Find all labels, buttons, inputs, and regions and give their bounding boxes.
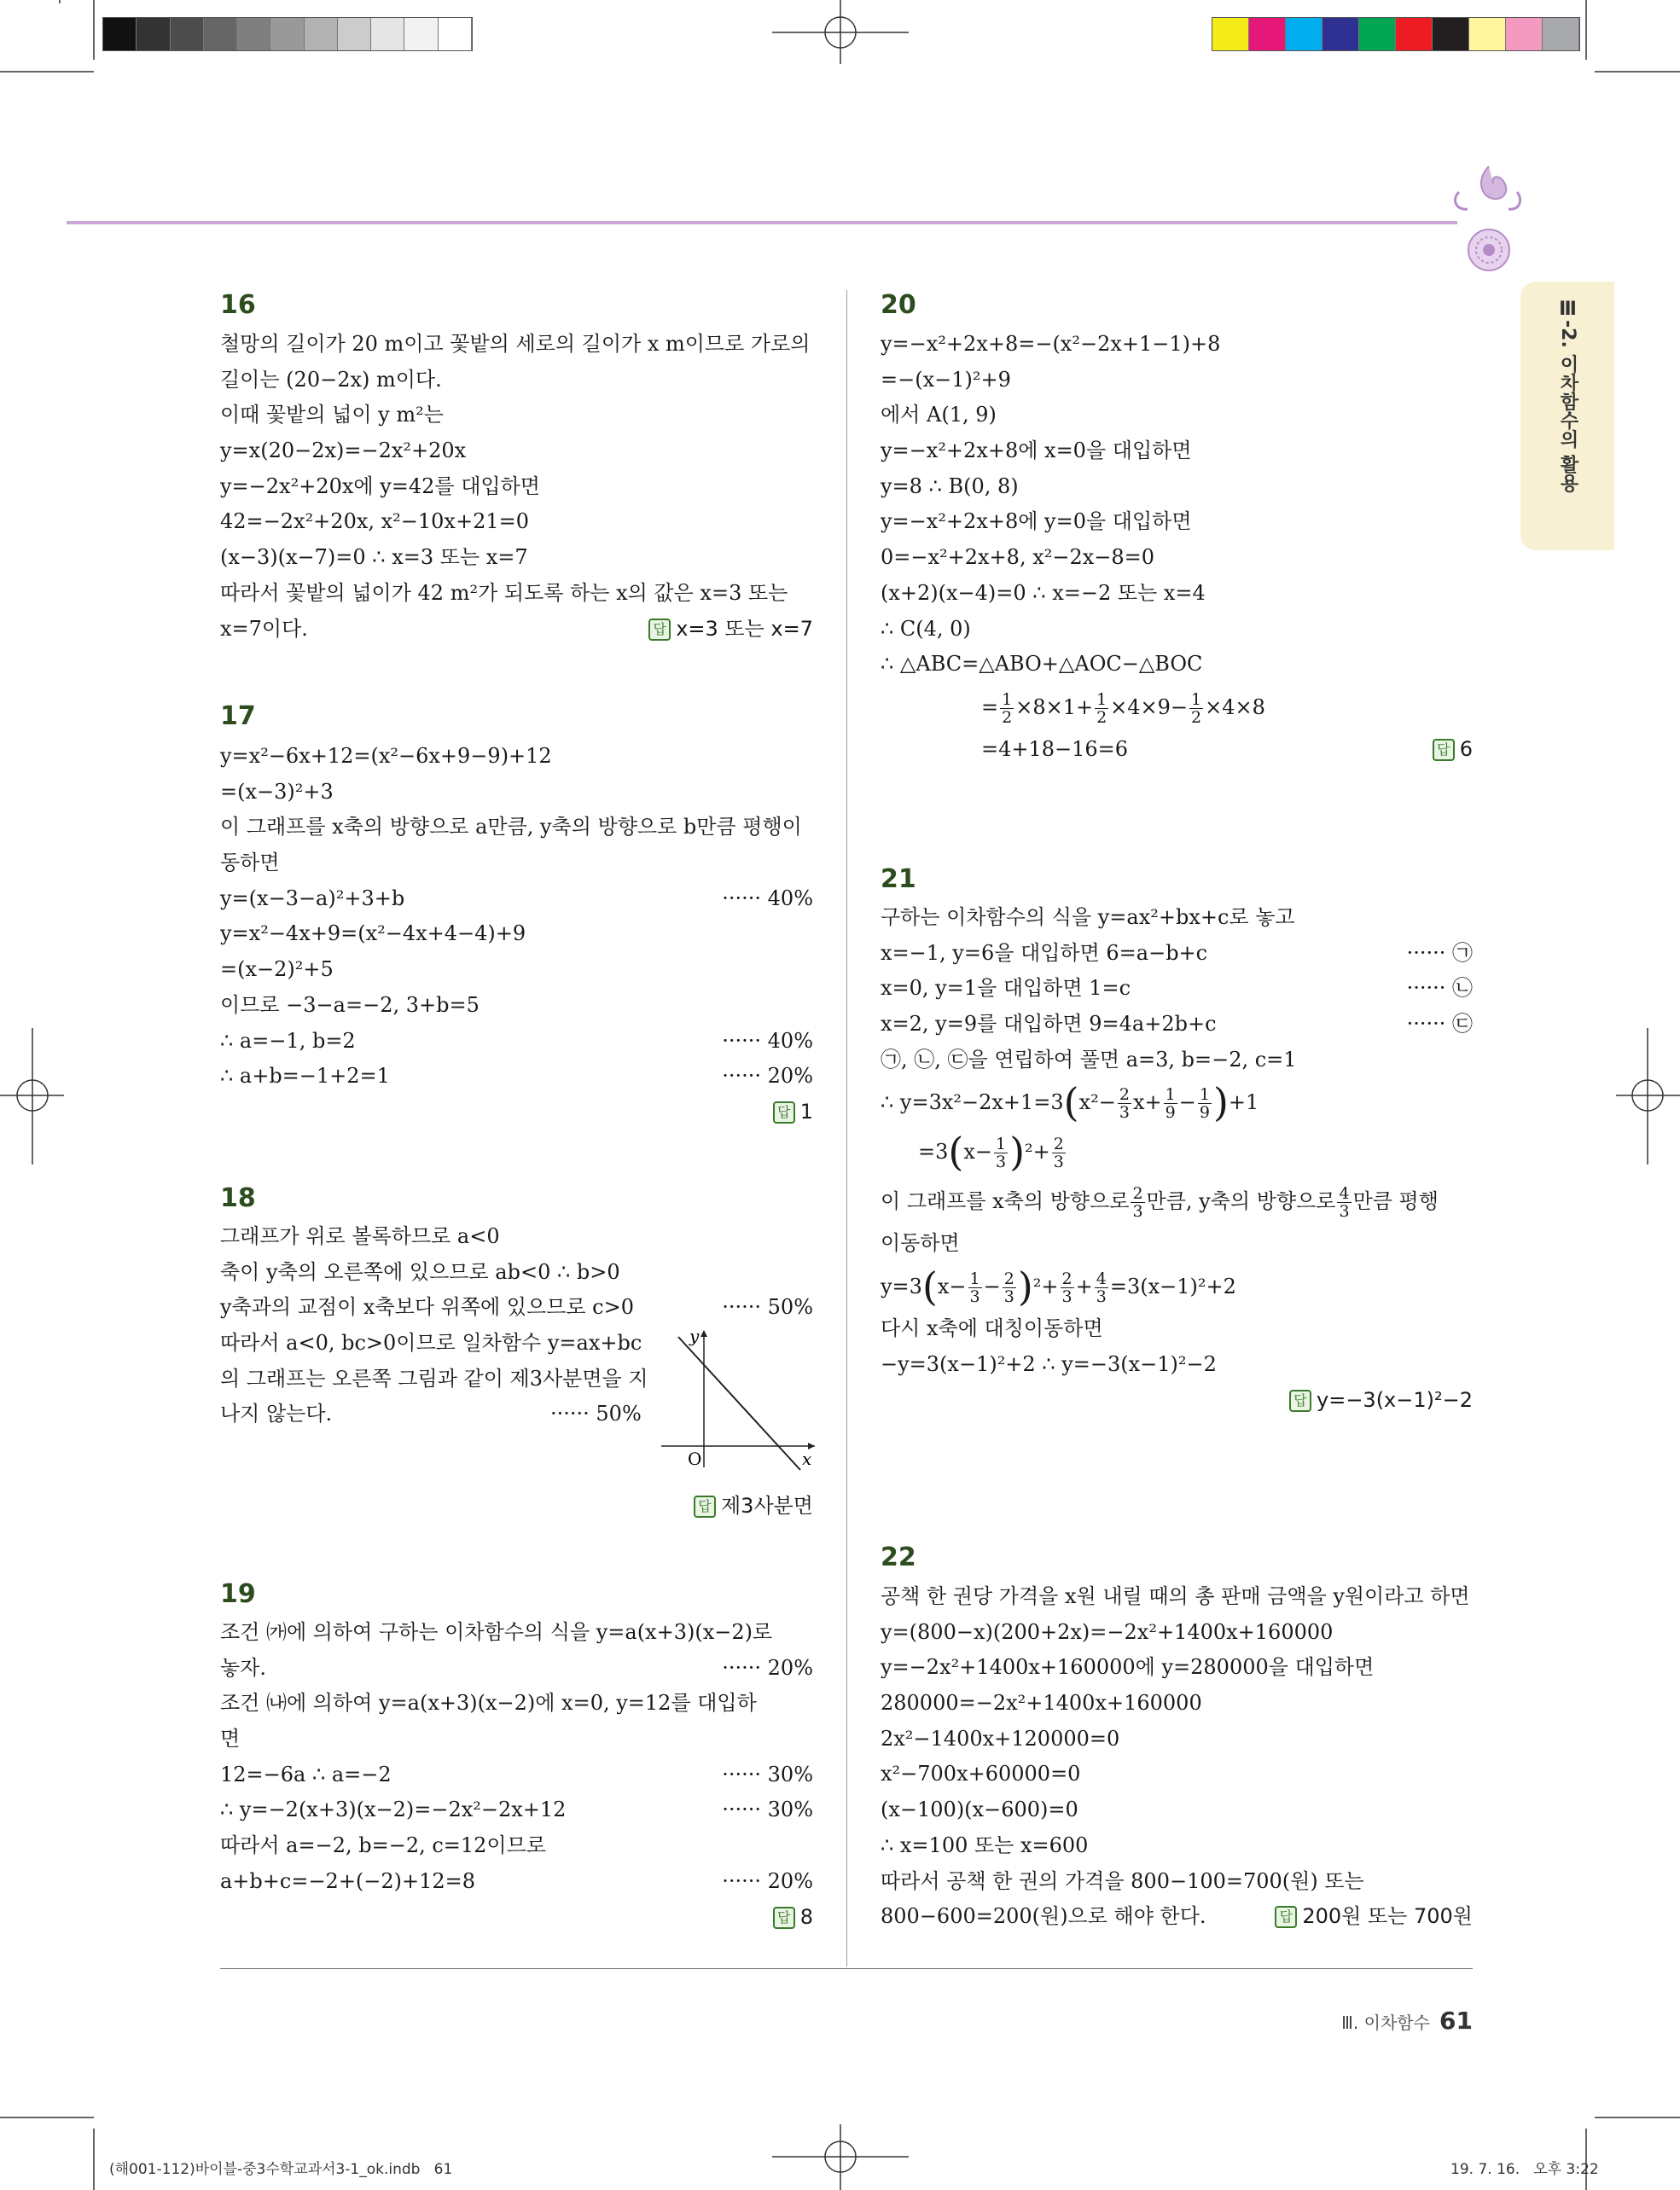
solution-line: x=7이다. xyxy=(220,616,308,641)
solution-line: =(x−3)²+3 xyxy=(220,779,334,804)
solution-line: y축과의 교점이 x축보다 위쪽에 있으므로 c>0 xyxy=(220,1295,635,1320)
graph-y-label: y xyxy=(689,1327,700,1346)
answer-value: 8 xyxy=(799,1904,813,1929)
color-swatch xyxy=(1433,18,1469,50)
problem-18-answer xyxy=(597,1489,813,1519)
footer-section: Ⅲ. 이차함수 xyxy=(1341,2013,1430,2033)
color-swatch xyxy=(1212,18,1249,50)
problem-21-number: 21 xyxy=(881,864,916,894)
answer-line xyxy=(773,1095,813,1130)
answer-line xyxy=(648,612,813,648)
solution-line: y=x(20−2x)=−2x²+20x xyxy=(220,439,467,463)
gray-color-bar xyxy=(102,17,473,51)
problem-16-number: 16 xyxy=(220,290,256,320)
answer-value: 200원 또는 700원 xyxy=(1302,1904,1473,1929)
solution-line: =−(x−1)²+9 xyxy=(881,367,1011,392)
problem-18-number: 18 xyxy=(220,1183,256,1213)
solution-line: 구하는 이차함수의 식을 y=ax²+bx+c로 놓고 xyxy=(881,905,1295,929)
answer-mark-icon: 답 xyxy=(694,1496,716,1518)
solution-line: a+b+c=−2+(−2)+12=8 xyxy=(220,1868,476,1893)
solution-line: ㉠, ㉡, ㉢을 연립하여 풀면 a=3, b=−2, c=1 xyxy=(881,1047,1297,1072)
solution-line: 다시 x축에 대칭이동하면 xyxy=(881,1316,1103,1341)
column-divider xyxy=(846,290,847,1966)
color-swatch xyxy=(1249,18,1286,50)
answer-line xyxy=(1289,1383,1473,1419)
score-ratio: ······ 40% xyxy=(722,886,813,910)
fraction-half: $\frac{1}{2}$ xyxy=(1191,689,1202,727)
solution-line: 2x²−1400x+120000=0 xyxy=(881,1726,1120,1751)
color-swatch xyxy=(1396,18,1433,50)
solution-line: ∴ y=−2(x+3)(x−2)=−2x²−2x+12 xyxy=(220,1798,567,1822)
solution-line: 42=−2x²+20x, x²−10x+21=0 xyxy=(220,509,529,534)
solution-line: 280000=−2x²+1400x+160000 xyxy=(881,1691,1202,1716)
score-ratio: ······ 50% xyxy=(550,1402,642,1426)
registration-target-top xyxy=(772,0,909,64)
solution-line: y=−2x²+20x에 y=42를 대입하면 xyxy=(220,473,540,498)
equation-tag: ······ ㉢ xyxy=(1406,1012,1473,1037)
solution-line: y=x²−4x+9=(x²−4x+4−4)+9 xyxy=(220,921,526,946)
answer-value: 6 xyxy=(1459,736,1473,761)
solution-line: 이 그래프를 x축의 방향으로 a만큼, y축의 방향으로 b만큼 평행이 xyxy=(220,815,802,839)
answer-line xyxy=(773,1900,813,1936)
fraction-half: $\frac{1}{2}$ xyxy=(1096,689,1107,727)
print-slug-file: (해001-112)바이블-중3수학교과서3-1_ok.indb 61 xyxy=(109,2161,453,2178)
score-ratio: ······ 20% xyxy=(722,1655,813,1680)
color-swatch xyxy=(1359,18,1396,50)
page-footer xyxy=(1195,2007,1473,2035)
chapter-side-tab[interactable] xyxy=(1520,282,1614,550)
solution-line: 이동하면 xyxy=(881,1231,960,1256)
solution-line: ∴ C(4, 0) xyxy=(881,616,971,641)
solution-line: x=0, y=1을 대입하면 1=c xyxy=(881,976,1131,1001)
solution-line: 축이 y축의 오른쪽에 있으므로 ab<0 ∴ b>0 xyxy=(220,1259,620,1284)
solution-line: x=−1, y=6을 대입하면 6=a−b+c xyxy=(881,940,1208,965)
answer-mark-icon: 답 xyxy=(773,1101,795,1124)
process-color-bar xyxy=(1212,17,1580,51)
fraction-line: =3(x− $\frac{1}{3}$ )²+ $\frac{2}{3}$ xyxy=(918,1129,1064,1176)
solution-line: ∴ a=−1, b=2 xyxy=(220,1028,356,1053)
answer-mark-icon: 답 xyxy=(1289,1390,1311,1412)
score-ratio: ······ 30% xyxy=(722,1798,813,1822)
solution-line: 공책 한 권당 가격을 x원 내릴 때의 총 판매 금액을 y원이라고 하면 xyxy=(881,1584,1470,1608)
answer-line xyxy=(1433,732,1473,768)
solution-line: (x+2)(x−4)=0 ∴ x=−2 또는 x=4 xyxy=(881,580,1206,605)
solution-line: (x−100)(x−600)=0 xyxy=(881,1798,1078,1822)
flower-ornament-icon xyxy=(1442,158,1527,277)
score-ratio: ······ 50% xyxy=(722,1295,813,1320)
problem-20-solution xyxy=(881,327,1473,768)
score-ratio: ······ 20% xyxy=(722,1064,813,1089)
fraction-line: y=3(x− $\frac{1}{3}$ − $\frac{2}{3}$ )²+ $\frac{2}{3}$ + $\frac{4}{3}$ =3(x−1)²+2 xyxy=(881,1263,1236,1310)
score-ratio: ······ 30% xyxy=(722,1762,813,1786)
equation-tag: ······ ㉠ xyxy=(1406,940,1473,965)
solution-line: =4+18−16=6 xyxy=(981,736,1129,761)
solution-line: 0=−x²+2x+8, x²−2x−8=0 xyxy=(881,545,1155,570)
solution-line: 길이는 (20−2x) m이다. xyxy=(220,367,442,392)
solution-line: 그래프가 위로 볼록하므로 a<0 xyxy=(220,1224,500,1248)
solution-line: 이므로 −3−a=−2, 3+b=5 xyxy=(220,992,480,1017)
registration-target-left xyxy=(0,1028,64,1165)
answer-value: x=3 또는 x=7 xyxy=(676,616,813,641)
problem-22-number: 22 xyxy=(881,1542,916,1572)
solution-line: x=2, y=9를 대입하면 9=4a+2b+c xyxy=(881,1012,1217,1037)
solution-line: 놓자. xyxy=(220,1655,266,1680)
graph-origin-label: O xyxy=(688,1449,702,1469)
fraction-half: $\frac{1}{2}$ xyxy=(1002,689,1013,727)
solution-line: 따라서 공책 한 권의 가격을 800−100=700(원) 또는 xyxy=(881,1868,1364,1893)
gray-swatch xyxy=(270,18,304,50)
answer-mark-icon: 답 xyxy=(773,1907,795,1929)
solution-line: 나지 않는다. xyxy=(220,1402,333,1426)
equation-tag: ······ ㉡ xyxy=(1406,976,1473,1001)
problem-20-number: 20 xyxy=(881,290,916,320)
solution-line: 조건 ㈎에 의하여 구하는 이차함수의 식을 y=a(x+3)(x−2)로 xyxy=(220,1620,773,1644)
solution-line: 의 그래프는 오른쪽 그림과 같이 제3사분면을 지 xyxy=(220,1366,648,1391)
color-swatch xyxy=(1543,18,1579,50)
gray-swatch xyxy=(137,18,170,50)
gray-swatch xyxy=(204,18,237,50)
fraction-line: = $\frac{1}{2}$ ×8×1+ $\frac{1}{2}$ ×4×9− $\frac{1}{2}$ ×4×8 xyxy=(981,689,1265,727)
registration-target-right xyxy=(1616,1028,1680,1165)
fraction-line: ∴ y=3x²−2x+1=3(x²− $\frac{2}{3}$ x+ $\frac{1}{9}$ − $\frac{1}{9}$ )+1 xyxy=(881,1079,1259,1126)
solution-line: 12=−6a ∴ a=−2 xyxy=(220,1762,392,1786)
solution-line: y=−x²+2x+8에 x=0을 대입하면 xyxy=(881,439,1192,463)
solution-line: 면 xyxy=(220,1727,241,1751)
solution-line: −y=3(x−1)²+2 ∴ y=−3(x−1)²−2 xyxy=(881,1351,1217,1376)
problem-17-solution xyxy=(220,739,813,1130)
problem-17-number: 17 xyxy=(220,701,256,731)
answer-value: 제3사분면 xyxy=(720,1494,813,1518)
color-swatch xyxy=(1469,18,1506,50)
color-swatch xyxy=(1286,18,1322,50)
fraction-line: 이 그래프를 x축의 방향으로 $\frac{2}{3}$ 만큼, y축의 방향으로 $\frac{4}{3}$ 만큼 평행 xyxy=(881,1184,1439,1222)
solution-line: 에서 A(1, 9) xyxy=(881,403,997,427)
solution-line: 이때 꽃밭의 넓이 y m²는 xyxy=(220,403,444,427)
score-ratio: ······ 40% xyxy=(722,1028,813,1053)
answer-mark-icon: 답 xyxy=(1433,739,1455,761)
solution-line: x²−700x+60000=0 xyxy=(881,1762,1081,1786)
answer-line xyxy=(1275,1899,1473,1935)
gray-swatch xyxy=(171,18,204,50)
solution-line: y=−x²+2x+8=−(x²−2x+1−1)+8 xyxy=(881,332,1221,356)
print-slug-timestamp: 19. 7. 16. 오후 3:22 xyxy=(1450,2161,1599,2178)
graph-x-label: x xyxy=(802,1449,812,1469)
gray-swatch xyxy=(305,18,338,50)
solution-line: ∴ a+b=−1+2=1 xyxy=(220,1064,390,1089)
solution-line: 따라서 a<0, bc>0이므로 일차함수 y=ax+bc xyxy=(220,1331,642,1356)
solution-line: 따라서 꽃밭의 넓이가 42 m²가 되도록 하는 x의 값은 x=3 또는 xyxy=(220,580,788,605)
problem-19-solution xyxy=(220,1615,813,1935)
gray-swatch xyxy=(237,18,270,50)
solution-line: =(x−2)²+5 xyxy=(220,957,334,982)
registration-target-bottom xyxy=(772,2124,909,2190)
page-number: 61 xyxy=(1439,2007,1473,2035)
solution-line: y=(x−3−a)²+3+b xyxy=(220,886,405,910)
color-swatch xyxy=(1322,18,1359,50)
solution-line: y=(800−x)(200+2x)=−2x²+1400x+160000 xyxy=(881,1619,1334,1644)
solution-line: 800−600=200(원)으로 해야 한다. xyxy=(881,1904,1206,1929)
problem-21-solution xyxy=(881,900,1473,1418)
answer-value: y=−3(x−1)²−2 xyxy=(1317,1387,1473,1412)
gray-swatch xyxy=(439,18,472,50)
solution-line: 조건 ㈏에 의하여 y=a(x+3)(x−2)에 x=0, y=12를 대입하 xyxy=(220,1691,757,1716)
problem-19-number: 19 xyxy=(220,1579,256,1609)
answer-value: 1 xyxy=(799,1099,813,1124)
color-swatch xyxy=(1506,18,1543,50)
solution-line: ∴ △ABC=△ABO+△AOC−△BOC xyxy=(881,652,1203,677)
gray-swatch xyxy=(103,18,137,50)
gray-swatch xyxy=(404,18,438,50)
gray-swatch xyxy=(371,18,404,50)
chapter-side-tab-label: Ⅲ-2. 이차함수의 활용 xyxy=(1557,299,1578,493)
header-rule xyxy=(67,221,1457,224)
linear-graph-figure xyxy=(657,1327,819,1472)
problem-22-solution xyxy=(881,1579,1473,1935)
solution-line: (x−3)(x−7)=0 ∴ x=3 또는 x=7 xyxy=(220,545,528,570)
solution-line: y=−x²+2x+8에 y=0을 대입하면 xyxy=(881,509,1192,534)
answer-mark-icon: 답 xyxy=(648,619,671,641)
solution-line: 따라서 a=−2, b=−2, c=12이므로 xyxy=(220,1833,546,1858)
solution-line: y=−2x²+1400x+160000에 y=280000을 대입하면 xyxy=(881,1655,1375,1680)
solution-line: 동하면 xyxy=(220,851,280,875)
answer-mark-icon: 답 xyxy=(1275,1906,1297,1928)
problem-16-solution xyxy=(220,327,813,647)
gray-swatch xyxy=(338,18,371,50)
solution-line: y=x²−6x+12=(x²−6x+9−9)+12 xyxy=(220,744,552,768)
bottom-rule xyxy=(220,1968,1473,1969)
solution-line: 철망의 길이가 20 m이고 꽃밭의 세로의 길이가 x m이므로 가로의 xyxy=(220,332,811,356)
solution-line: ∴ x=100 또는 x=600 xyxy=(881,1833,1089,1857)
score-ratio: ······ 20% xyxy=(722,1868,813,1893)
solution-line: y=8 ∴ B(0, 8) xyxy=(881,473,1019,498)
